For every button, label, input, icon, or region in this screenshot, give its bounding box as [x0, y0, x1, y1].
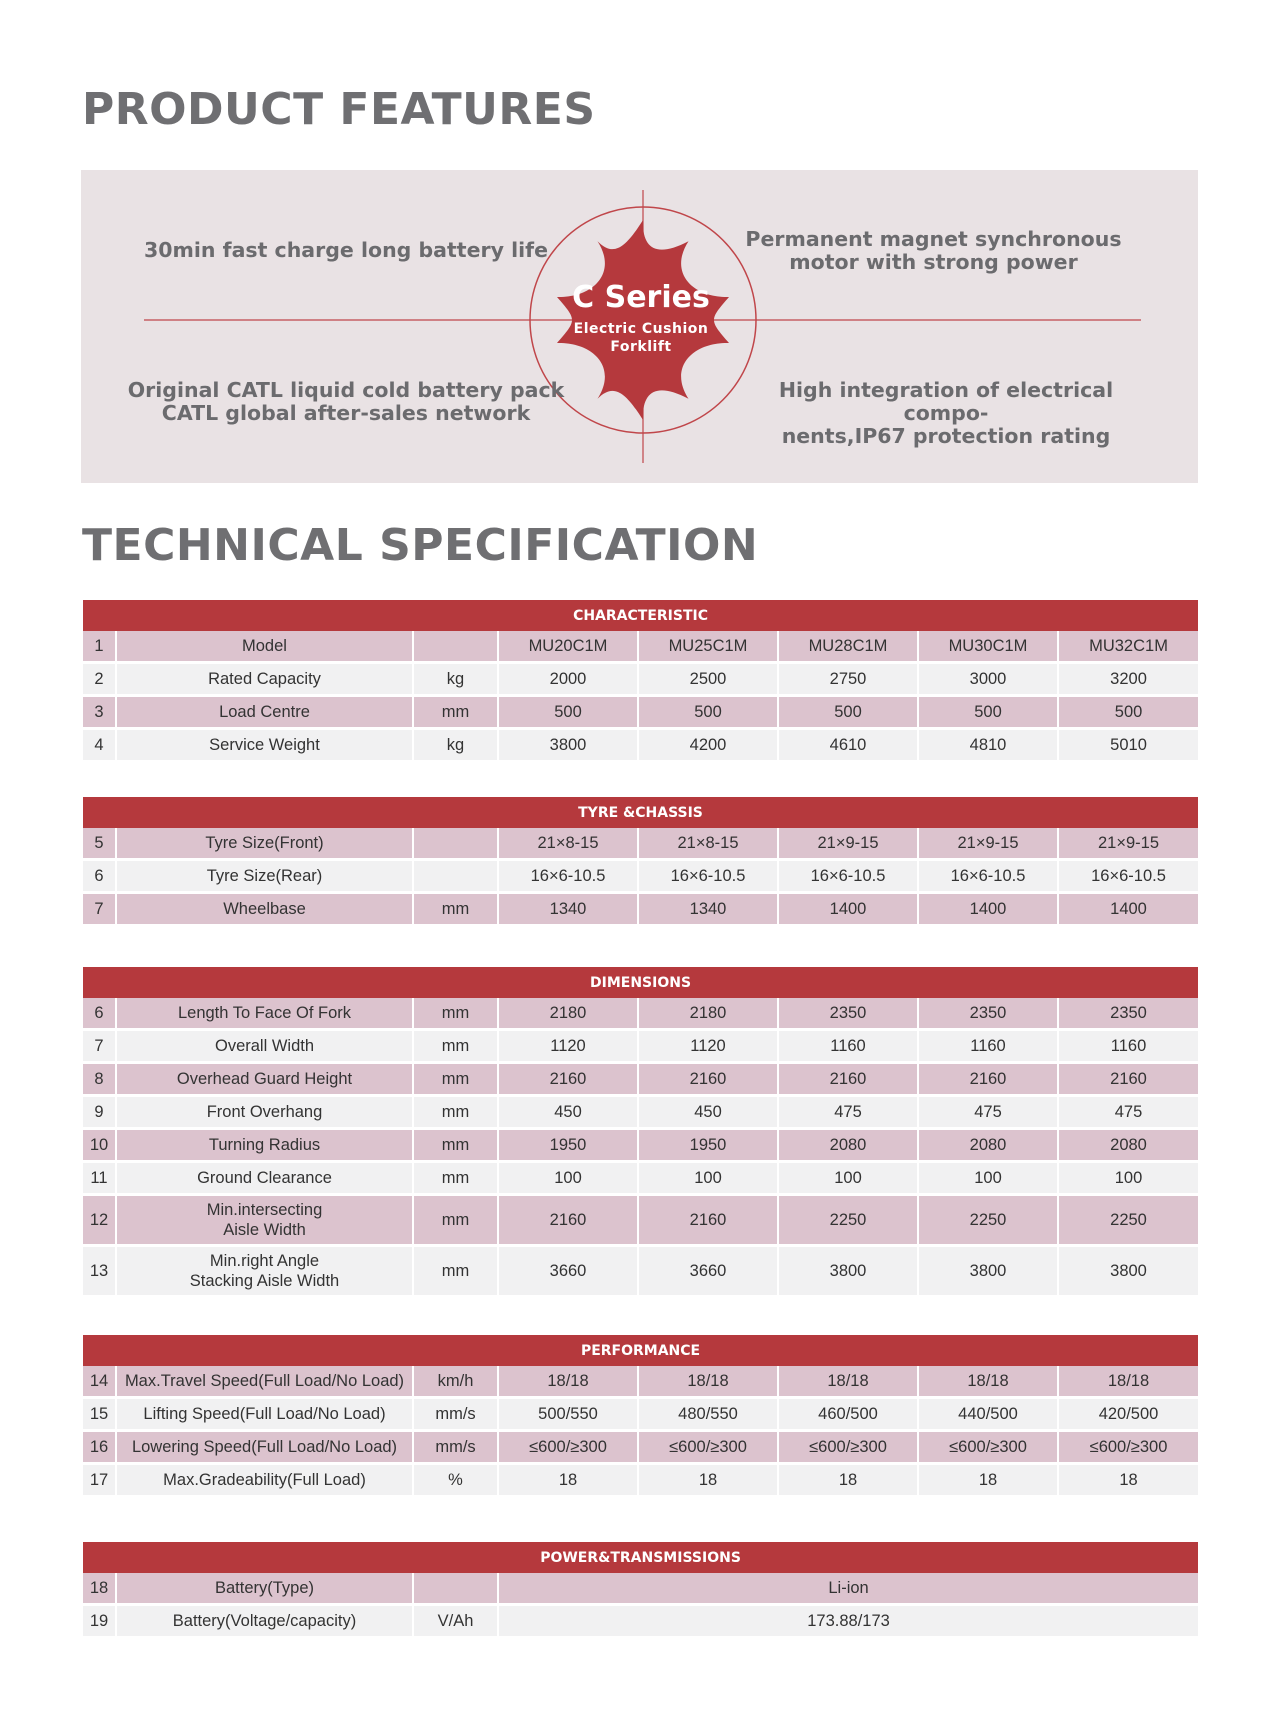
section-header: TYRE &CHASSIS — [83, 797, 1198, 828]
row-unit: kg — [413, 663, 498, 696]
row-label: Max.Travel Speed(Full Load/No Load) — [116, 1366, 413, 1398]
row-label: Tyre Size(Front) — [116, 828, 413, 860]
row-value: MU30C1M — [918, 631, 1058, 663]
row-value: 1120 — [498, 1030, 638, 1063]
row-value: 18 — [918, 1464, 1058, 1497]
row-value: 21×9-15 — [1058, 828, 1198, 860]
row-unit: mm — [413, 1195, 498, 1246]
row-unit: mm — [413, 1096, 498, 1129]
table-row — [83, 729, 1198, 762]
row-value: ≤600/≥300 — [1058, 1431, 1198, 1464]
spec-table — [83, 967, 1198, 1298]
row-value: 1120 — [638, 1030, 778, 1063]
row-value: 173.88/173 — [498, 1605, 1198, 1638]
row-unit: kg — [413, 729, 498, 762]
row-number: 7 — [83, 893, 116, 926]
row-value: 500 — [498, 696, 638, 729]
feature-fast-charge: 30min fast charge long battery life — [144, 238, 548, 262]
row-unit: mm/s — [413, 1398, 498, 1431]
feature-motor: Permanent magnet synchronous motor with strong power — [745, 227, 1122, 274]
row-number: 19 — [83, 1605, 116, 1638]
row-value: MU32C1M — [1058, 631, 1198, 663]
row-label: Overall Width — [116, 1030, 413, 1063]
row-value: 3800 — [498, 729, 638, 762]
row-value: 21×9-15 — [778, 828, 918, 860]
row-value: 100 — [638, 1162, 778, 1195]
row-label: Battery(Type) — [116, 1573, 413, 1605]
row-value: 2250 — [778, 1195, 918, 1246]
row-value: 18 — [638, 1464, 778, 1497]
row-unit: V/Ah — [413, 1605, 498, 1638]
row-value: 500/550 — [498, 1398, 638, 1431]
row-value: 1400 — [918, 893, 1058, 926]
row-value: 3800 — [1058, 1246, 1198, 1297]
row-unit: mm — [413, 998, 498, 1030]
row-label: Service Weight — [116, 729, 413, 762]
row-value: 3800 — [778, 1246, 918, 1297]
row-label: Wheelbase — [116, 893, 413, 926]
row-value: 2350 — [918, 998, 1058, 1030]
row-value: 1160 — [1058, 1030, 1198, 1063]
table-row — [83, 696, 1198, 729]
feature-battery-pack: Original CATL liquid cold battery pack CATL global after-sales network — [127, 378, 565, 425]
row-value: 2160 — [498, 1063, 638, 1096]
row-value: 440/500 — [918, 1398, 1058, 1431]
row-value: 450 — [638, 1096, 778, 1129]
row-value: 1400 — [1058, 893, 1198, 926]
row-value: 3800 — [918, 1246, 1058, 1297]
row-value: 480/550 — [638, 1398, 778, 1431]
row-value: 500 — [638, 696, 778, 729]
row-value: 16×6-10.5 — [498, 860, 638, 893]
row-value: 2350 — [1058, 998, 1198, 1030]
row-value: ≤600/≥300 — [498, 1431, 638, 1464]
row-value: MU28C1M — [778, 631, 918, 663]
table-row — [83, 1162, 1198, 1195]
row-value: 2080 — [1058, 1129, 1198, 1162]
features-panel — [81, 170, 1198, 483]
row-value: 21×9-15 — [918, 828, 1058, 860]
table-row — [83, 893, 1198, 926]
row-unit — [413, 631, 498, 663]
spec-table — [83, 1542, 1198, 1639]
row-label: Load Centre — [116, 696, 413, 729]
table-row — [83, 1195, 1198, 1246]
row-label: Front Overhang — [116, 1096, 413, 1129]
row-label: Lifting Speed(Full Load/No Load) — [116, 1398, 413, 1431]
row-value: MU20C1M — [498, 631, 638, 663]
row-value: ≤600/≥300 — [918, 1431, 1058, 1464]
row-value: 2160 — [498, 1195, 638, 1246]
row-value: 2180 — [638, 998, 778, 1030]
row-value: 2160 — [918, 1063, 1058, 1096]
row-label: Min.right Angle Stacking Aisle Width — [116, 1246, 413, 1297]
row-value: 16×6-10.5 — [638, 860, 778, 893]
row-value: 500 — [918, 696, 1058, 729]
row-unit: mm — [413, 696, 498, 729]
row-value: 18/18 — [778, 1366, 918, 1398]
row-value: 3660 — [638, 1246, 778, 1297]
table-row — [83, 1398, 1198, 1431]
row-value: 18 — [778, 1464, 918, 1497]
row-label: Battery(Voltage/capacity) — [116, 1605, 413, 1638]
row-value: 21×8-15 — [498, 828, 638, 860]
table-row — [83, 1096, 1198, 1129]
row-value: 4810 — [918, 729, 1058, 762]
row-number: 9 — [83, 1096, 116, 1129]
row-value: 2160 — [1058, 1063, 1198, 1096]
row-label: Lowering Speed(Full Load/No Load) — [116, 1431, 413, 1464]
row-value: ≤600/≥300 — [778, 1431, 918, 1464]
row-value: 1950 — [498, 1129, 638, 1162]
row-value: 475 — [778, 1096, 918, 1129]
row-label: Turning Radius — [116, 1129, 413, 1162]
row-value: 1340 — [638, 893, 778, 926]
row-number: 1 — [83, 631, 116, 663]
table-row — [83, 828, 1198, 860]
row-number: 10 — [83, 1129, 116, 1162]
row-value: 18 — [1058, 1464, 1198, 1497]
row-value: 16×6-10.5 — [1058, 860, 1198, 893]
row-unit: mm/s — [413, 1431, 498, 1464]
row-value: 2000 — [498, 663, 638, 696]
row-value: 18/18 — [918, 1366, 1058, 1398]
table-row — [83, 1366, 1198, 1398]
row-number: 6 — [83, 998, 116, 1030]
row-unit: mm — [413, 1162, 498, 1195]
row-number: 11 — [83, 1162, 116, 1195]
row-number: 8 — [83, 1063, 116, 1096]
table-row — [83, 1129, 1198, 1162]
row-number: 6 — [83, 860, 116, 893]
row-value: MU25C1M — [638, 631, 778, 663]
row-value: 16×6-10.5 — [778, 860, 918, 893]
row-value: 5010 — [1058, 729, 1198, 762]
spec-table — [83, 1335, 1198, 1498]
row-value: 460/500 — [778, 1398, 918, 1431]
row-number: 18 — [83, 1573, 116, 1605]
row-value: 2180 — [498, 998, 638, 1030]
row-unit: mm — [413, 1246, 498, 1297]
row-value: 18 — [498, 1464, 638, 1497]
row-value: 3660 — [498, 1246, 638, 1297]
row-number: 2 — [83, 663, 116, 696]
row-label: Ground Clearance — [116, 1162, 413, 1195]
row-unit — [413, 828, 498, 860]
row-unit — [413, 1573, 498, 1605]
feature-integration: High integration of electrical compo- nents,IP67 protection rating — [778, 378, 1114, 448]
row-label: Tyre Size(Rear) — [116, 860, 413, 893]
row-label: Max.Gradeability(Full Load) — [116, 1464, 413, 1497]
row-value: 1160 — [778, 1030, 918, 1063]
row-number: 16 — [83, 1431, 116, 1464]
row-value: Li-ion — [498, 1573, 1198, 1605]
row-value: 3000 — [918, 663, 1058, 696]
row-label: Rated Capacity — [116, 663, 413, 696]
row-unit: mm — [413, 893, 498, 926]
emblem-title: C Series — [572, 280, 710, 315]
row-value: 100 — [918, 1162, 1058, 1195]
row-label: Model — [116, 631, 413, 663]
row-number: 3 — [83, 696, 116, 729]
row-value: 2500 — [638, 663, 778, 696]
row-unit: mm — [413, 1129, 498, 1162]
table-row — [83, 1246, 1198, 1297]
row-label: Overhead Guard Height — [116, 1063, 413, 1096]
row-value: 100 — [498, 1162, 638, 1195]
row-value: 2080 — [778, 1129, 918, 1162]
spec-table — [83, 600, 1198, 763]
row-unit: mm — [413, 1030, 498, 1063]
section-header: CHARACTERISTIC — [83, 600, 1198, 631]
row-value: 1160 — [918, 1030, 1058, 1063]
product-features-title: PRODUCT FEATURES — [82, 84, 596, 135]
row-value: 100 — [1058, 1162, 1198, 1195]
section-header: DIMENSIONS — [83, 967, 1198, 998]
technical-specification-title: TECHNICAL SPECIFICATION — [82, 520, 759, 571]
row-value: 1340 — [498, 893, 638, 926]
row-value: 2250 — [918, 1195, 1058, 1246]
table-row — [83, 631, 1198, 663]
section-header: POWER&TRANSMISSIONS — [83, 1542, 1198, 1573]
table-row — [83, 998, 1198, 1030]
row-value: 18/18 — [498, 1366, 638, 1398]
row-number: 13 — [83, 1246, 116, 1297]
row-value: 3200 — [1058, 663, 1198, 696]
row-value: 500 — [1058, 696, 1198, 729]
row-value: 2350 — [778, 998, 918, 1030]
row-unit: km/h — [413, 1366, 498, 1398]
row-number: 14 — [83, 1366, 116, 1398]
row-value: 2160 — [638, 1063, 778, 1096]
row-value: 2080 — [918, 1129, 1058, 1162]
table-row — [83, 1063, 1198, 1096]
row-unit: % — [413, 1464, 498, 1497]
row-value: 475 — [918, 1096, 1058, 1129]
table-row — [83, 860, 1198, 893]
table-row — [83, 663, 1198, 696]
row-value: 475 — [1058, 1096, 1198, 1129]
section-header: PERFORMANCE — [83, 1335, 1198, 1366]
row-number: 7 — [83, 1030, 116, 1063]
row-value: 1400 — [778, 893, 918, 926]
table-row — [83, 1573, 1198, 1605]
table-row — [83, 1431, 1198, 1464]
row-value: 2750 — [778, 663, 918, 696]
emblem-subtitle: Electric Cushion Forklift — [573, 321, 709, 355]
row-value: 450 — [498, 1096, 638, 1129]
row-value: 500 — [778, 696, 918, 729]
row-value: 4610 — [778, 729, 918, 762]
row-value: 21×8-15 — [638, 828, 778, 860]
row-value: 420/500 — [1058, 1398, 1198, 1431]
row-unit: mm — [413, 1063, 498, 1096]
row-value: 2160 — [638, 1195, 778, 1246]
row-value: 18/18 — [638, 1366, 778, 1398]
row-value: 1950 — [638, 1129, 778, 1162]
row-value: 18/18 — [1058, 1366, 1198, 1398]
row-value: 2250 — [1058, 1195, 1198, 1246]
spec-table — [83, 797, 1198, 927]
row-unit — [413, 860, 498, 893]
row-value: 2160 — [778, 1063, 918, 1096]
row-label: Length To Face Of Fork — [116, 998, 413, 1030]
table-row — [83, 1030, 1198, 1063]
row-number: 5 — [83, 828, 116, 860]
row-value: 100 — [778, 1162, 918, 1195]
table-row — [83, 1605, 1198, 1638]
row-number: 17 — [83, 1464, 116, 1497]
row-label: Min.intersecting Aisle Width — [116, 1195, 413, 1246]
row-value: ≤600/≥300 — [638, 1431, 778, 1464]
table-row — [83, 1464, 1198, 1497]
row-number: 4 — [83, 729, 116, 762]
row-number: 12 — [83, 1195, 116, 1246]
row-value: 16×6-10.5 — [918, 860, 1058, 893]
row-value: 4200 — [638, 729, 778, 762]
row-number: 15 — [83, 1398, 116, 1431]
